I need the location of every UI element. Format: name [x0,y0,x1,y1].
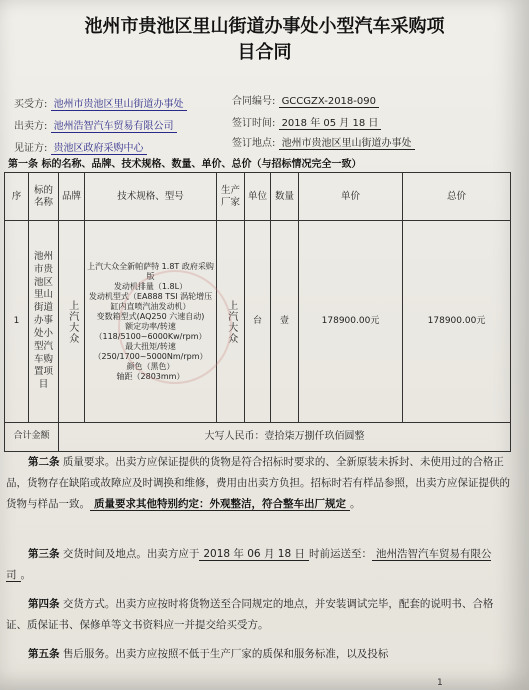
header-qty: 数量 [271,173,299,221]
spec-line: 发动机排量（1.8L） [113,281,188,291]
table-total-row [5,423,511,452]
section2-paragraph: 第二条 质量要求。出卖方应保证提供的货物是符合招标时要求的、全新原装未拆封、未使用过的合格正品，货物存在缺陷或故障应及时调换和维修，费用由出卖方负担。招标时若有样品参照，出卖方应保证提供的货物与样品一致。 质量要求其他特别约定：外观整洁，符合整车出厂规定 。 [6,456,510,510]
header-price: 单价 [299,173,403,221]
section4-heading: 第四条 [28,598,60,610]
cell-qty: 壹 [271,221,299,423]
brand-text: 上汽大众 [66,299,78,344]
delivery-date: 2018 年 06 月 18 日 [199,548,309,561]
contract-no-field: 合同编号: GCCGZX-2018-090 [232,92,379,107]
spec-line: 轴距（2803mm） [116,371,185,381]
spec-line: 发动机型式（EA888 TSI 涡轮增压缸内直喷汽油发动机） [88,291,213,311]
sign-place-field: 签订地点: 池州市贵池区里山街道办事处 [232,134,415,149]
section2-bold-text: 质量要求其他特别约定：外观整洁，符合整车出厂规定 [90,498,350,511]
witness-field: 见证方: 贵池区政府采购中心 [14,139,147,154]
spec-line: 上汽大众全新帕萨特 1.8T 政府采购版 [87,261,214,281]
item-name-text: 池州市贵池区里山街道办事处小型汽车购置项目 [33,251,53,391]
section3-heading: 第三条 [28,548,60,560]
header-brand: 品牌 [59,173,85,221]
spec-line: 额定功率/转速（118/5100~6000Kw/rpm） [94,321,207,341]
contract-no-value: GCCGZX-2018-090 [279,96,379,108]
cell-total: 178900.00元 [403,221,511,423]
page-number: 1 [437,678,443,688]
cell-unit: 台 [245,221,271,423]
section5-heading: 第五条 [28,648,60,660]
section1-heading: 第一条 标的名称、品牌、技术规格、数量、单价、总价（与招标情况完全一致） [8,159,362,170]
spec-line: 最大扭矩/转速（250/1700~5000Nm/rpm） [93,341,208,361]
maker-text: 上汽大众 [225,299,237,344]
section5-paragraph [6,644,511,665]
header-unit: 单位 [245,173,271,221]
buyer-field: 买受方: 池州市贵池区里山街道办事处 [14,95,187,110]
buyer-value: 池州市贵池区里山街道办事处 [51,99,187,111]
table-header-row [5,173,511,221]
header-spec: 技术规格、型号 [85,173,217,221]
header-seq: 序 [5,173,29,221]
delivery-place: 池州浩智汽车贸易有限公司 [6,548,492,581]
contract-title-line2: 目合同 [237,42,292,63]
spec-line: 变数箱型式(AQ250 六速自动) [96,311,205,321]
header-maker: 生产厂家 [217,173,245,221]
contract-title-line1: 池州市贵池区里山街道办事处小型汽车采购项 [84,16,445,37]
cell-name [29,221,59,423]
section2-text: 质量要求。出卖方应保证提供的货物是符合招标时要求的、全新原装未拆封、未使用过的合格正品，货物存在缺陷或故障应及时调换和维修，费用由出卖方负担。招标时若有样品参照，出卖方应保证提供的货物与样品一致。 [6,456,510,510]
faint-seal-stamp [118,270,232,384]
section2-heading: 第二条 [28,456,60,468]
sign-time-field: 签订时间: 2018 年 05 月 18 日 [232,114,381,129]
section4-paragraph [6,594,511,636]
seller-field: 出卖方: 池州浩智汽车贸易有限公司 [14,117,177,132]
procurement-table [4,172,511,452]
cell-brand [59,221,85,423]
table-row [5,221,511,423]
spec-line: 颜色（黑色） [126,361,175,371]
sign-place-value: 池州市贵池区里山街道办事处 [279,138,415,150]
witness-value: 贵池区政府采购中心 [51,143,147,155]
section3-paragraph: 第三条 交货时间及地点。出卖方应于 2018 年 06 月 18 日 时前运送至： 池州浩智汽车贸易有限公司 。 [6,548,492,581]
cell-seq: 1 [5,221,29,423]
seller-value: 池州浩智汽车贸易有限公司 [51,121,177,133]
header-total: 总价 [403,173,511,221]
section4-text: 交货方式。出卖方应按时将货物送至合同规定的地点，并安装调试完毕，配套的说明书、合格证、质保证书、保修单等文书资料应一并提交给买受方。 [6,598,494,631]
section5-text: 售后服务。出卖方应按照不低于生产厂家的质保和服务标准，以及投标 [62,648,389,660]
total-label: 合计金额 [5,423,59,452]
header-name: 标的名称 [29,173,59,221]
total-amount-words: 大写人民币：壹拾柒万捌仟玖佰圆整 [59,423,511,452]
sign-time-value: 2018 年 05 月 18 日 [279,118,382,130]
cell-price: 178900.00元 [299,221,403,423]
